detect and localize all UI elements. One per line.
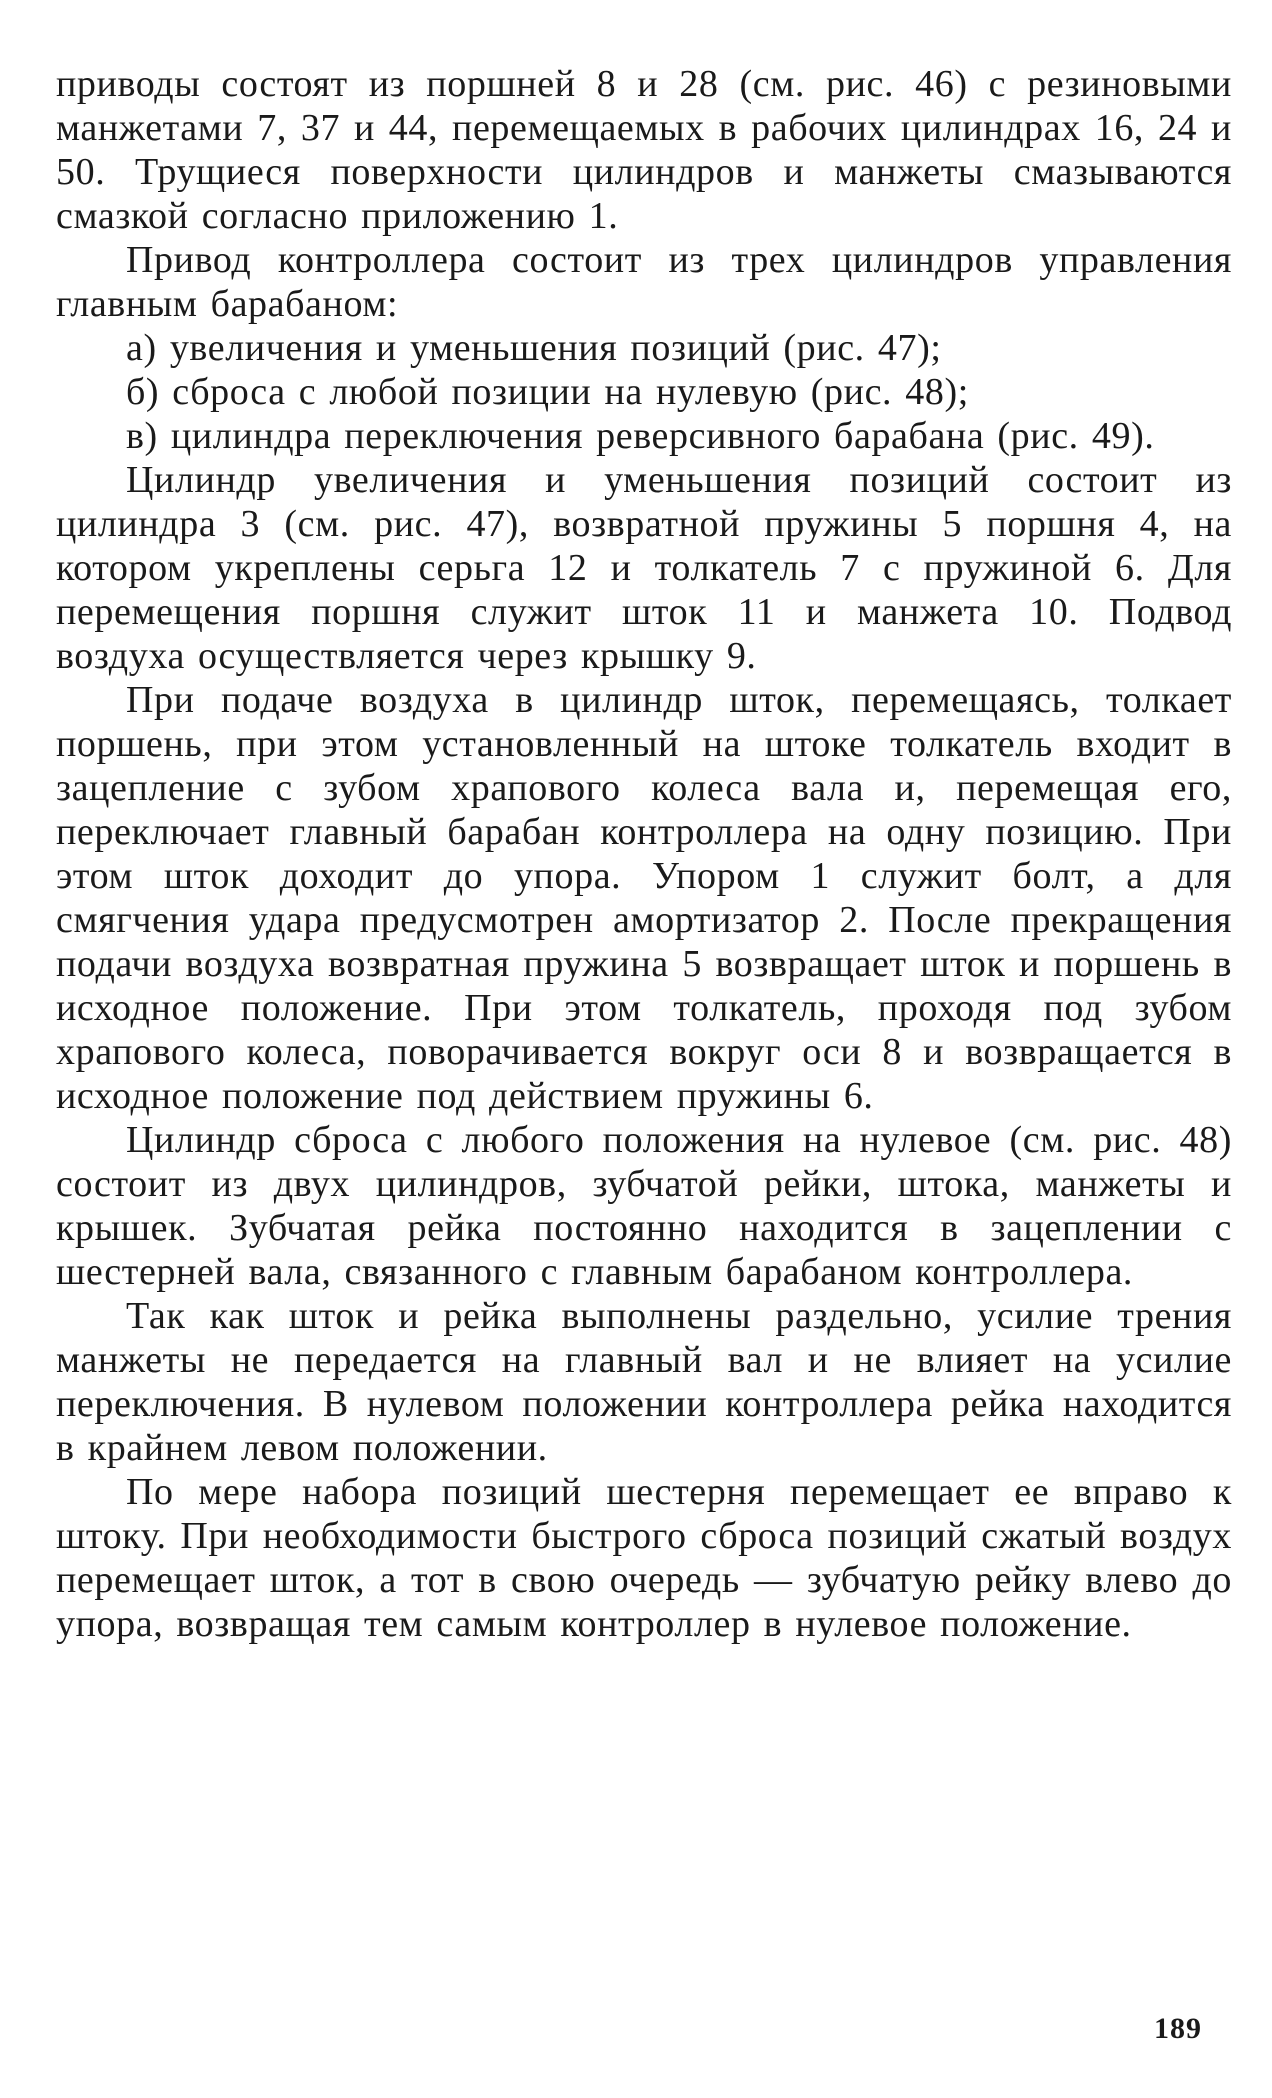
paragraph-controller-drive: Привод контроллера состоит из трех цилиндров управления главным барабаном: [56,239,1232,325]
paragraph-reset-cylinder: Цилиндр сброса с любого положения на нулевое (см. рис. 48) состоит из двух цилиндров, зубчатой рейки, штока, манжеты и крышек. Зубчатая рейка постоянно находится в зацеплении с шестерней вала, связанного с главным барабаном контроллера. [56,1119,1232,1293]
list-item-b: б) сброса с любой позиции на нулевую (рис. 48); [126,371,969,413]
paragraph-continuation: приводы состоят из поршней 8 и 28 (см. рис. 46) с резиновыми манжетами 7, 37 и 44, перемещаемых в рабочих цилиндрах 16, 24 и 50. Трущиеся поверхности цилиндров и манжеты смазываются смазкой согласно приложению 1. [56,63,1232,237]
page-number: 189 [1154,2012,1202,2045]
paragraph-position-cylinder: Цилиндр увеличения и уменьшения позиций состоит из цилиндра 3 (см. рис. 47), возвратной пружины 5 поршня 4, на котором укреплены серьга 12 и толкатель 7 с пружиной 6. Для перемещения поршня служит шток 11 и манжета 10. Подвод воздуха осуществляется через крышку 9. [56,459,1232,677]
list-item-c: в) цилиндра переключения реверсивного барабана (рис. 49). [126,415,1155,457]
paragraph-position-set: По мере набора позиций шестерня перемещает ее вправо к штоку. При необходимости быстрого сброса позиций сжатый воздух перемещает шток, а тот в свою очередь — зубчатую рейку влево до упора, возвращая тем самым контроллер в нулевое положение. [56,1471,1232,1645]
page-body [56,62,1232,1646]
list-item-a: а) увеличения и уменьшения позиций (рис. 47); [126,327,942,369]
paragraph-friction: Так как шток и рейка выполнены раздельно, усилие трения манжеты не передается на главный вал и не влияет на усилие переключения. В нулевом положении контроллера рейка находится в крайнем левом положении. [56,1295,1232,1469]
paragraph-air-supply: При подаче воздуха в цилиндр шток, перемещаясь, толкает поршень, при этом установленный на штоке толкатель входит в зацепление с зубом храпового колеса вала и, перемещая его, переключает главный барабан контроллера на одну позицию. При этом шток доходит до упора. Упором 1 служит болт, а для смягчения удара предусмотрен амортизатор 2. После прекращения подачи воздуха возвратная пружина 5 возвращает шток и поршень в исходное положение. При этом толкатель, проходя под зубом храпового колеса, поворачивается вокруг оси 8 и возвращается в исходное положение под действием пружины 6. [56,679,1232,1117]
